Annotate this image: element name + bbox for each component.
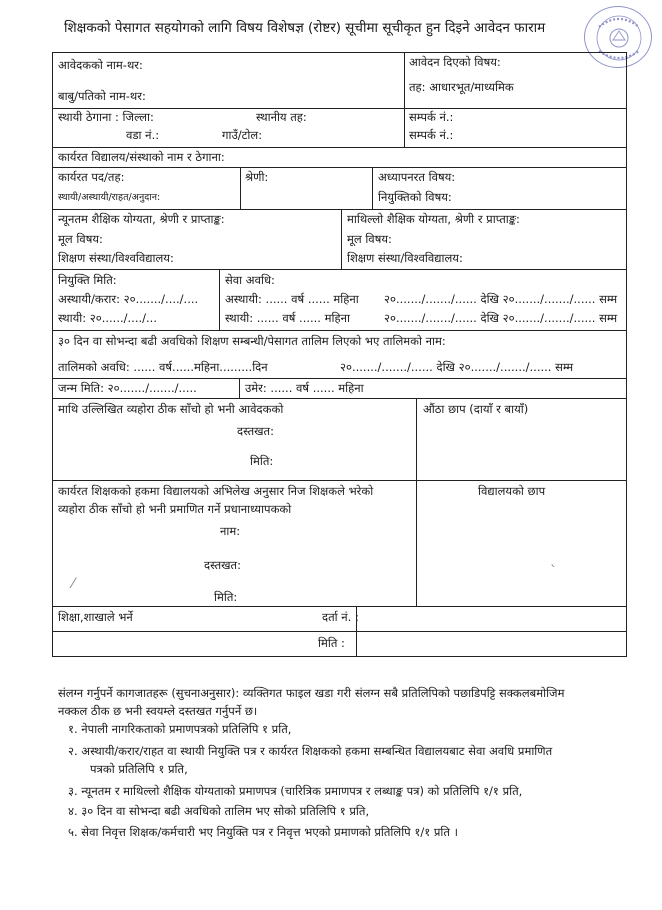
thumbprint-label: औंठा छाप (दायाँ र बायाँ) xyxy=(423,402,529,416)
attachment-item: १. नेपाली नागरिकताको प्रमाणपत्रको प्रतिलिपि १ प्रति, xyxy=(68,722,292,736)
level-label: तह: आधारभूत/माध्यमिक xyxy=(409,80,514,94)
attachments-intro-1: संलग्न गर्नुपर्ने कागजातहरू (सुचनाअनुसार): व्यक्तिगत फाइल खडा गरी संलग्न सबै प्रतिलिपिको पछाडिपट्टि सक्कलबमोजिम xyxy=(58,686,565,700)
temporary-service-dates: २०......./......./...... देखि २०......./......./...... सम्म xyxy=(384,292,618,306)
local-level-label: स्थानीय तह: xyxy=(256,110,307,124)
headteacher-signature-label: दस्तखत: xyxy=(204,558,241,572)
registration-date-label: मिति : xyxy=(318,636,345,650)
attachment-item: २. अस्थायी/करार/राहत वा स्थायी नियुक्ति पत्र र कार्यरत शिक्षकको हकमा सम्बन्धित विद्यालयबाट सेवा अवधि प्रमाणित xyxy=(68,744,553,758)
institution-label-1: शिक्षण संस्था/विश्वविद्यालय: xyxy=(58,251,174,265)
training-dates: २०......./......./...... देखि २०......./......./...... सम्म xyxy=(340,360,574,374)
date-of-birth: जन्म मिति: २०......./......./..... xyxy=(58,381,197,395)
attachment-item: ५. सेवा निवृत्त शिक्षक/कर्मचारी भए नियुक्ति पत्र र निवृत्त भएको प्रमाणको प्रतिलिपि १/१ प्रति । xyxy=(68,825,458,839)
headteacher-name-label: नाम: xyxy=(220,524,241,538)
applied-subject-label: आवेदन दिएको विषय: xyxy=(409,55,501,69)
parent-name-label: बाबु/पतिको नाम-थर: xyxy=(58,89,146,103)
institution-label-2: शिक्षण संस्था/विश्वविद्यालय: xyxy=(347,251,463,265)
contact-no-label-1: सम्पर्क नं.: xyxy=(409,110,454,124)
attachment-item: ४. ३० दिन वा सोभन्दा बढी अवधिको तालिम भए सोको प्रतिलिपि १ प्रति, xyxy=(68,804,370,818)
headteacher-date-label: मिति: xyxy=(214,590,238,604)
attachment-item: ३. न्यूनतम र माथिल्लो शैक्षिक योग्यताको प्रमाणपत्र (चारित्रिक प्रमाणपत्र र लब्धाङ्क पत्र) को प्रतिलिपि १/१ प्रति, xyxy=(68,784,523,798)
main-subject-label-1: मूल विषय: xyxy=(58,232,103,246)
scan-mark: ⁄ xyxy=(72,576,75,592)
higher-qualification-label: माथिल्लो शैक्षिक योग्यता, श्रेणी र प्राप्ताङ्क: xyxy=(347,212,520,226)
applicant-name-label: आवेदकको नाम-थर: xyxy=(58,58,143,72)
grade-label: श्रेणी: xyxy=(245,170,269,184)
school-stamp-label: विद्यालयको छाप xyxy=(478,484,546,498)
headteacher-certification-1: कार्यरत शिक्षकको हकमा विद्यालयको अभिलेख अनुसार निज शिक्षकले भरेको xyxy=(58,484,374,498)
office-use-label: शिक्षा,शाखाले भर्ने xyxy=(58,610,133,624)
post-level-label: कार्यरत पद/तह: xyxy=(58,170,125,184)
applicant-signature-label: दस्तखत: xyxy=(237,424,274,438)
permanent-service-dates: २०......./......./...... देखि २०......./......./...... सम्म xyxy=(384,311,618,325)
headteacher-certification-2: व्यहोरा ठीक साँचो हो भनी प्रमाणित गर्ने प्रधानाध्यापकको xyxy=(58,502,292,516)
appointment-date-label: नियुक्ति मिति: xyxy=(58,273,117,287)
permanent-service-duration: स्थायी: ...... वर्ष ...... महिना xyxy=(225,311,350,325)
permanent-address-label: स्थायी ठेगाना : जिल्ला: xyxy=(58,110,154,124)
temporary-appointment-date: अस्थायी/करार: २०......./..../.... xyxy=(58,292,199,306)
contact-no-label-2: सम्पर्क नं.: xyxy=(409,128,454,142)
scan-mark: ˋ xyxy=(550,564,557,580)
tole-label: गाउँ/टोल: xyxy=(222,128,263,142)
applicant-declaration: माथि उल्लिखित व्यहोरा ठीक साँचो हो भनी आवेदकको xyxy=(58,402,284,416)
min-qualification-label: न्यूनतम शैक्षिक योग्यता, श्रेणी र प्राप्ताङ्क: xyxy=(58,212,225,226)
teaching-subject-label: अध्यापनरत विषय: xyxy=(378,170,456,184)
employment-type-label: स्थायी/अस्थायी/राहत/अनुदान: xyxy=(58,192,161,203)
permanent-appointment-date: स्थायी: २०....../..../... xyxy=(58,311,157,325)
form-table xyxy=(52,52,627,657)
temporary-service-duration: अस्थायी: ...... वर्ष ...... महिना xyxy=(225,292,359,306)
applicant-date-label: मिति: xyxy=(250,454,274,468)
school-name-address-label: कार्यरत विद्यालय/संस्थाको नाम र ठेगाना: xyxy=(58,150,225,164)
appointment-subject-label: नियुक्तिको विषय: xyxy=(378,190,452,204)
ward-no-label: वडा नं.: xyxy=(126,128,160,142)
training-duration: तालिमको अवधि: ...... वर्ष......महिना.........दिन xyxy=(58,360,268,374)
training-question: ३० दिन वा सोभन्दा बढी अवधिको शिक्षण सम्बन्धी/पेसागत तालिम लिएको भए तालिमको नाम: xyxy=(58,334,446,348)
form-title: शिक्षकको पेसागत सहयोगको लागि विषय विशेषज्ञ (रोष्टर) सूचीमा सूचीकृत हुन दिइने आवेदन फाराम xyxy=(64,20,546,36)
age: उमेर: ...... वर्ष ...... महिना xyxy=(245,381,364,395)
attachment-item: पत्रको प्रतिलिपि १ प्रति, xyxy=(90,762,188,776)
registration-no-label: दर्ता नं. : xyxy=(322,610,359,624)
main-subject-label-2: मूल विषय: xyxy=(347,232,392,246)
attachments-intro-2: नक्कल ठीक छ भनी स्वयम्ले दस्तखत गर्नुपर्ने छ। xyxy=(58,704,258,718)
service-period-label: सेवा अवधि: xyxy=(225,273,275,287)
